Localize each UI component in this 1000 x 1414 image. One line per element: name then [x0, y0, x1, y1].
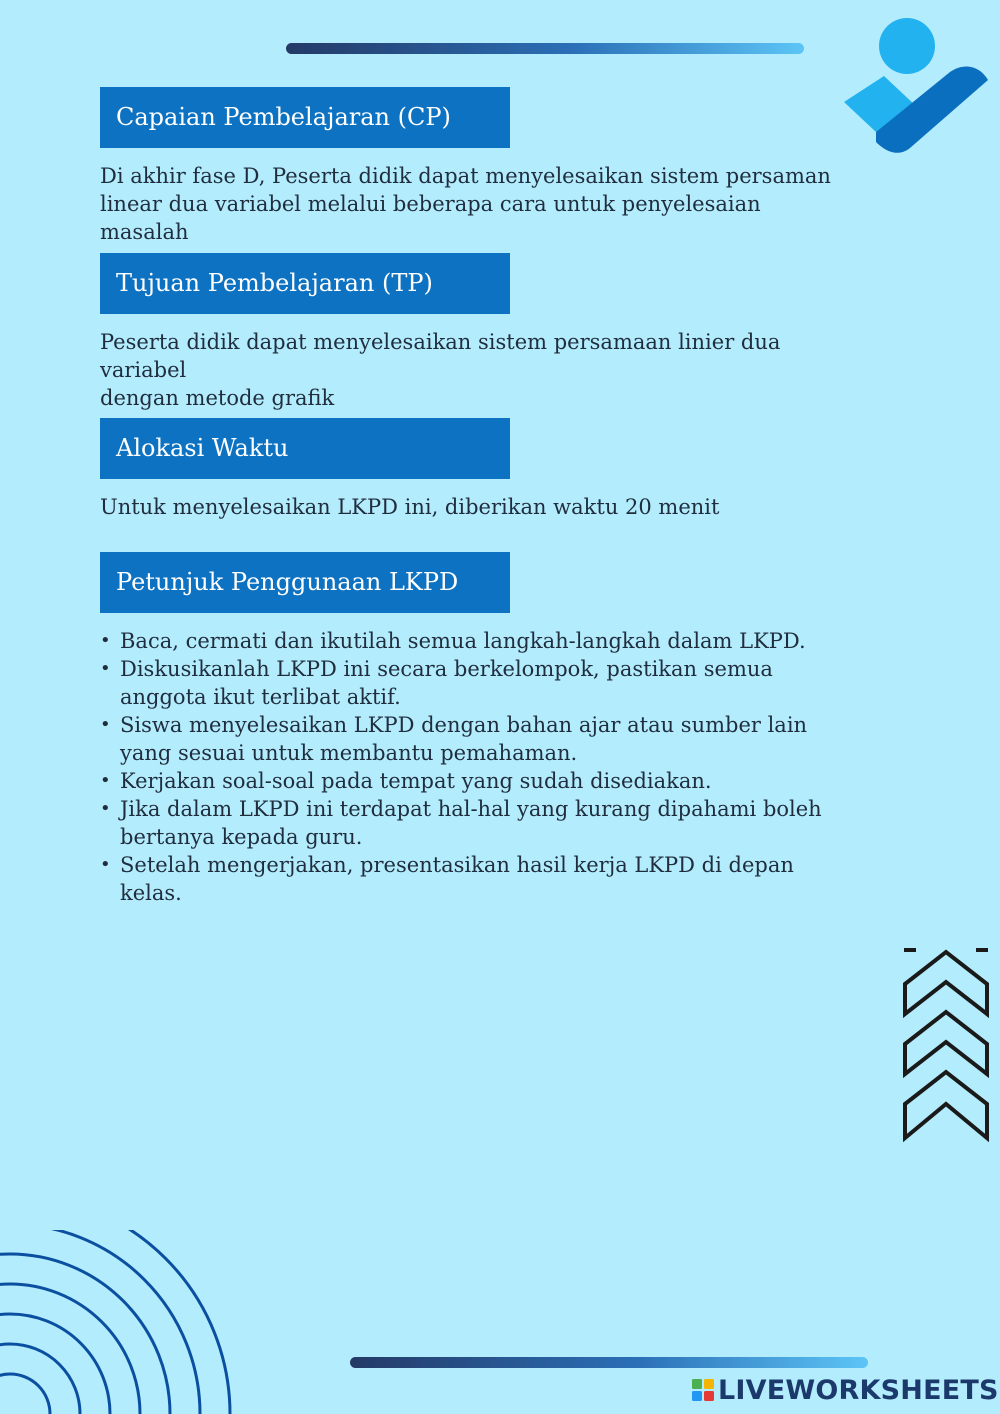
list-item	[100, 627, 860, 655]
top-gradient-bar	[286, 43, 804, 54]
petunjuk-list	[100, 627, 860, 907]
capaian-line: linear dua variabel melalui beberapa cara untuk penyelesaian masalah	[100, 192, 761, 244]
chevrons-up-icon	[900, 944, 992, 1144]
list-item-line: • Baca, cermati dan ikutilah semua langkah-langkah dalam LKPD.	[120, 629, 806, 653]
list-item-line: • Jika dalam LKPD ini terdapat hal-hal yang kurang dipahami boleh	[120, 797, 822, 821]
heading-tujuan-pembelajaran: Tujuan Pembelajaran (TP)	[100, 253, 510, 314]
list-item	[100, 655, 860, 711]
concentric-arcs-icon	[0, 1230, 330, 1414]
list-item-line: yang sesuai untuk membantu pemahaman.	[120, 741, 578, 765]
alokasi-text	[100, 493, 840, 521]
list-item-line: • Setelah mengerjakan, presentasikan hasil kerja LKPD di depan kelas.	[120, 853, 794, 905]
tujuan-line: dengan metode grafik	[100, 386, 335, 410]
list-item	[100, 851, 860, 907]
tujuan-line: Peserta didik dapat menyelesaikan sistem persamaan linier dua variabel	[100, 330, 781, 382]
list-item	[100, 767, 860, 795]
list-item-line: bertanya kepada guru.	[120, 825, 363, 849]
liveworksheets-logo-icon	[692, 1379, 714, 1401]
tujuan-text	[100, 328, 840, 412]
bottom-gradient-bar	[350, 1357, 868, 1368]
capaian-text	[100, 162, 840, 246]
list-item	[100, 795, 860, 851]
list-item-line: anggota ikut terlibat aktif.	[120, 685, 401, 709]
heading-petunjuk-penggunaan: Petunjuk Penggunaan LKPD	[100, 552, 510, 613]
list-item-line: • Diskusikanlah LKPD ini secara berkelompok, pastikan semua	[120, 657, 773, 681]
liveworksheets-brand[interactable]	[692, 1374, 999, 1406]
person-check-logo-icon	[840, 14, 990, 159]
heading-alokasi-waktu: Alokasi Waktu	[100, 418, 510, 479]
brand-name: LIVEWORKSHEETS	[718, 1374, 999, 1406]
list-item-line: • Kerjakan soal-soal pada tempat yang sudah disediakan.	[120, 769, 712, 793]
heading-capaian-pembelajaran: Capaian Pembelajaran (CP)	[100, 87, 510, 148]
list-item-line: • Siswa menyelesaikan LKPD dengan bahan ajar atau sumber lain	[120, 713, 808, 737]
alokasi-line: Untuk menyelesaikan LKPD ini, diberikan waktu 20 menit	[100, 495, 720, 519]
capaian-line: Di akhir fase D, Peserta didik dapat menyelesaikan sistem persaman	[100, 164, 831, 188]
list-item	[100, 711, 860, 767]
